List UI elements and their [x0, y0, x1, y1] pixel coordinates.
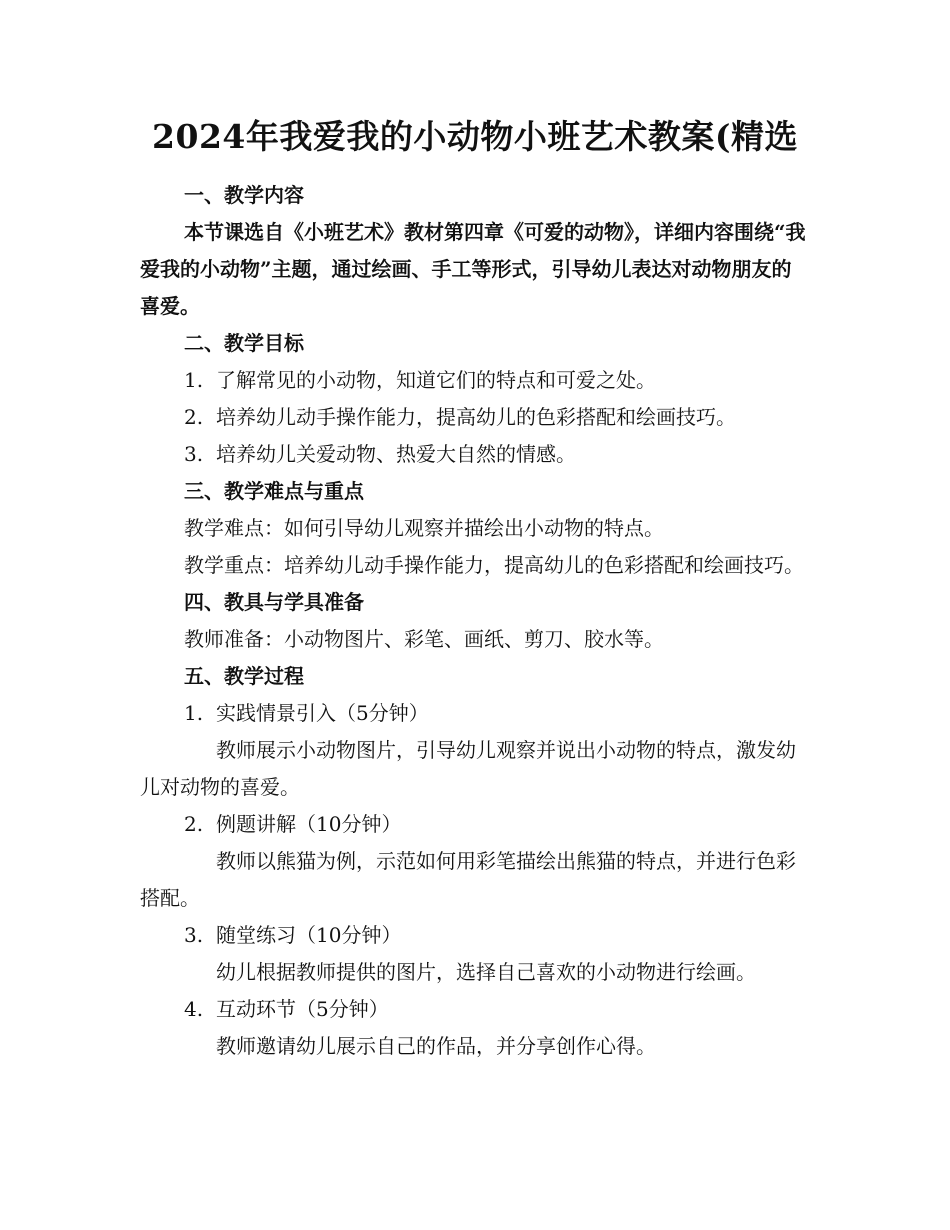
materials-paragraph: 教师准备：小动物图片、彩笔、画纸、剪刀、胶水等。 — [184, 627, 664, 651]
process-step-description: 教师邀请幼儿展示自己的作品，并分享创作心得。 — [216, 1034, 656, 1058]
goal-item — [140, 362, 810, 399]
process-step-title — [140, 917, 810, 954]
goal-text: 培养幼儿关爱动物、热爱大自然的情感。 — [216, 442, 576, 466]
content-paragraph: 本节课选自《小班艺术》教材第四章《可爱的动物》，详细内容围绕“我爱我的小动物”主题，通过绘画、手工等形式，引导幼儿表达对动物朋友的喜爱。 — [140, 220, 806, 318]
step-title: 互动环节（5分钟） — [216, 997, 389, 1021]
section-heading-process: 五、教学过程 — [184, 664, 304, 688]
step-number: 4. — [184, 997, 204, 1021]
step-title: 例题讲解（10分钟） — [216, 812, 402, 836]
goal-item — [140, 436, 810, 473]
goal-text: 了解常见的小动物，知道它们的特点和可爱之处。 — [216, 368, 656, 392]
difficulty-paragraph: 教学难点：如何引导幼儿观察并描绘出小动物的特点。 — [184, 516, 664, 540]
section-heading-key-points: 三、教学难点与重点 — [184, 479, 364, 503]
step-title: 实践情景引入（5分钟） — [216, 701, 429, 725]
goal-number: 1. — [184, 368, 204, 392]
process-step-description: 幼儿根据教师提供的图片，选择自己喜欢的小动物进行绘画。 — [216, 960, 756, 984]
process-step-title — [140, 806, 810, 843]
section-heading-content: 一、教学内容 — [184, 183, 304, 207]
process-step-description: 教师以熊猫为例，示范如何用彩笔描绘出熊猫的特点，并进行色彩搭配。 — [140, 849, 796, 910]
section-heading-goals: 二、教学目标 — [184, 331, 304, 355]
step-number: 2. — [184, 812, 204, 836]
step-number: 3. — [184, 923, 204, 947]
step-title: 随堂练习（10分钟） — [216, 923, 402, 947]
step-number: 1. — [184, 701, 204, 725]
goal-number: 2. — [184, 405, 204, 429]
document-title: 2024年我爱我的小动物小班艺术教案(精选 — [152, 117, 798, 156]
goal-item — [140, 399, 810, 436]
focus-paragraph: 教学重点：培养幼儿动手操作能力，提高幼儿的色彩搭配和绘画技巧。 — [184, 553, 804, 577]
section-heading-materials: 四、教具与学具准备 — [184, 590, 364, 614]
process-step-title — [140, 695, 810, 732]
process-step-title — [140, 991, 810, 1028]
goal-text: 培养幼儿动手操作能力，提高幼儿的色彩搭配和绘画技巧。 — [216, 405, 736, 429]
process-step-description: 教师展示小动物图片，引导幼儿观察并说出小动物的特点，激发幼儿对动物的喜爱。 — [140, 738, 796, 799]
goal-number: 3. — [184, 442, 204, 466]
